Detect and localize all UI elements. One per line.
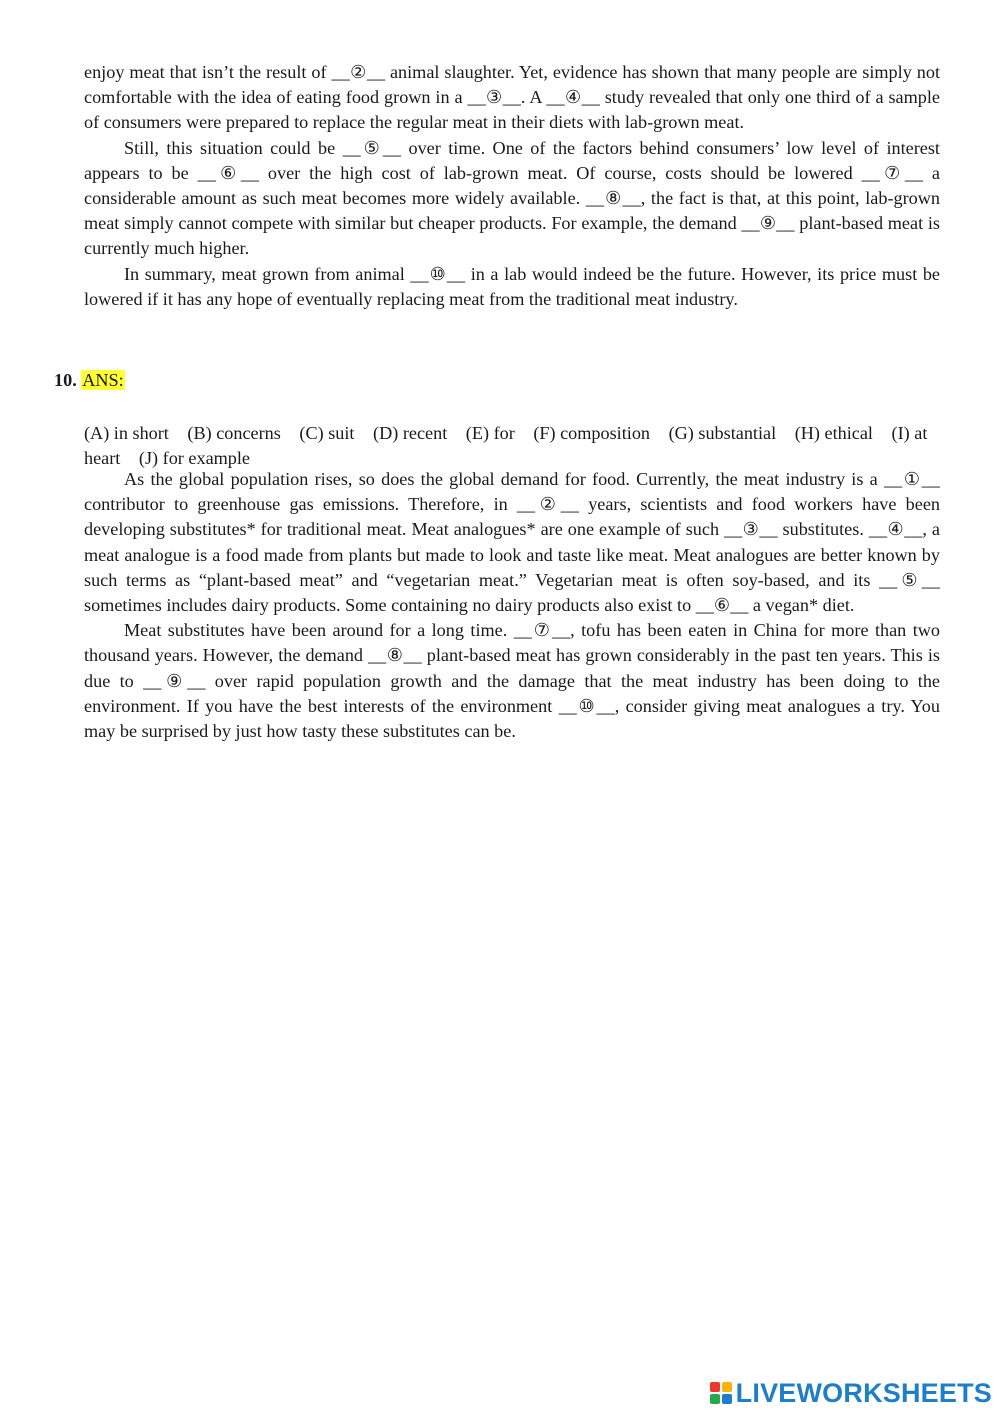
liveworksheets-logo [710, 1376, 992, 1410]
word-option: (C) suit [299, 423, 355, 443]
word-option: (J) for example [138, 448, 251, 469]
passage-paragraph: In summary, meat grown from animal __⑩__ in a lab would indeed be the future. However, its price must be lowered if it has any hope of eventually replacing meat from the traditional meat industry. [84, 263, 940, 309]
word-option: (E) for [465, 423, 515, 443]
passage-paragraph: As the global population rises, so does the global demand for food. Currently, the meat industry is a __①__ contributor to greenhouse gas emissions. Therefore, in __②__ years, scientists and food workers have been developing substitutes* for traditional meat. Meat analogues* are one example of such __③__ substitutes. __④__, a meat analogue is a food made from plants but made to look and taste like meat. Meat analogues are better known by such terms as “plant-based meat” and “vegetarian meat.” Vegetarian meat is often soy-based, and its __⑤__ sometimes includes dairy products. Some containing no dairy products also exist to __⑥__ a vegan* diet. [84, 469, 940, 616]
previous-passage [84, 60, 940, 312]
logo-text: LIVEWORKSHEETS [735, 1377, 992, 1408]
word-option: (D) recent [373, 423, 448, 443]
question-10-passage [84, 467, 940, 744]
word-option: (B) concerns [187, 423, 281, 443]
word-option: (A) in short [84, 423, 169, 443]
passage-paragraph: enjoy meat that isn’t the result of __②__ animal slaughter. Yet, evidence has shown that many people are simply not comfortable with the idea of eating food grown in a __③__. A __④__ study revealed that only one third of a sample of consumers were prepared to replace the regular meat in their diets with lab-grown meat. [84, 62, 940, 133]
word-option: (F) composition [533, 423, 651, 443]
word-option: (H) ethical [794, 423, 873, 443]
passage-paragraph: Still, this situation could be __⑤__ over time. One of the factors behind consumers’ low level of interest appears to be __⑥__ over the high cost of lab-grown meat. Of course, costs should be lowered __⑦__ a considerable amount as such meat becomes more widely available. __⑧__, the fact is that, at this point, lab-grown meat simply cannot compete with similar but cheaper products. For example, the demand __⑨__ plant-based meat is currently much higher. [84, 137, 940, 259]
logo-mark-icon [710, 1382, 732, 1404]
answer-label: ANS: [82, 370, 124, 390]
word-option: (G) substantial [668, 423, 777, 443]
question-number: 10. [54, 370, 77, 390]
word-bank [84, 421, 940, 471]
passage-paragraph: Meat substitutes have been around for a long time. __⑦__, tofu has been eaten in China for more than two thousand years. However, the demand __⑧__ plant-based meat has grown considerably in the past ten years. This is due to __⑨__ over rapid population growth and the damage that the meat industry has been doing to the environment. If you have the best interests of the environment __⑩__, consider giving meat analogues a try. You may be surprised by just how tasty these substitutes can be. [84, 620, 940, 742]
question-heading [54, 368, 125, 393]
word-option: (I) at heart [84, 423, 928, 469]
